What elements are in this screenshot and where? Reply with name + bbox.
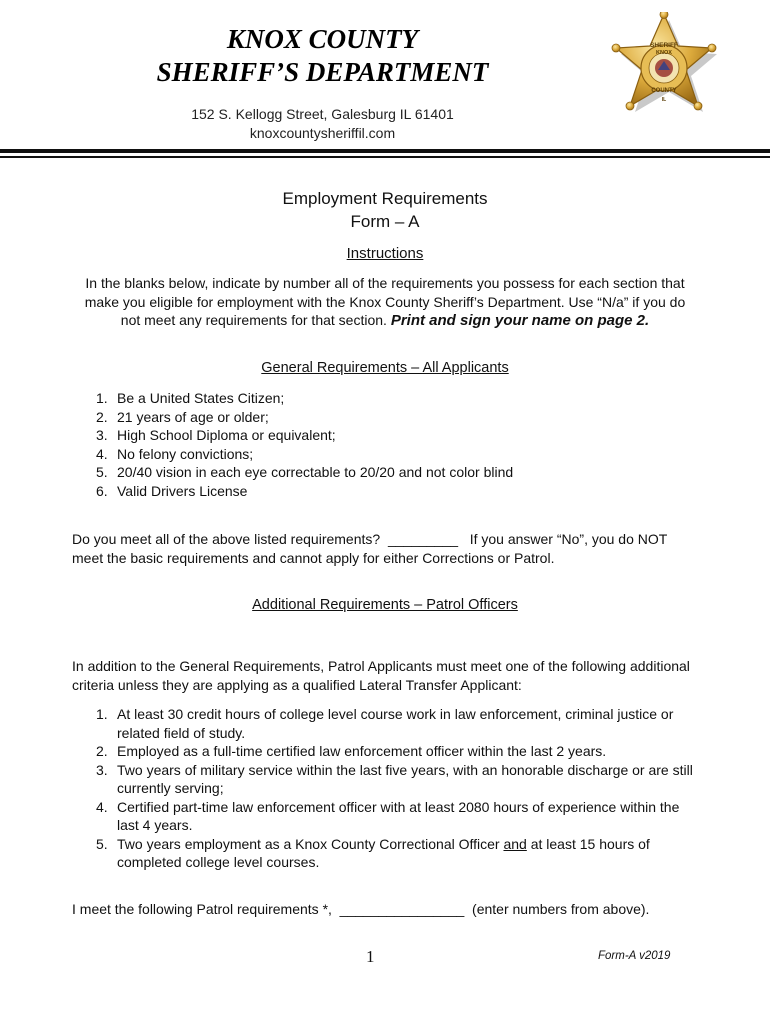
list-item: 3. High School Diploma or equivalent; — [96, 427, 336, 443]
badge-text-state: IL — [661, 97, 667, 103]
patrol-intro-line-1: In addition to the General Requirements, Patrol Applicants must meet one of the following additional — [72, 658, 690, 674]
list-item: 6. Valid Drivers License — [96, 482, 248, 499]
general-question-line-1[interactable]: Do you meet all of the above listed requirements? _________ If you answer “No”, you do NOT — [72, 531, 668, 547]
form-version: Form-A v2019 — [598, 950, 671, 962]
form-title: Employment Requirements — [282, 189, 488, 208]
list-item: 5. 20/40 vision in each eye correctable to 20/20 and not color blind — [96, 464, 514, 480]
instructions-line-3 — [0, 312, 770, 329]
department-name-line2: SHERIFF’S DEPARTMENT — [156, 57, 489, 87]
list-item: 3. Two years of military service within the last five years, with an honorable discharge or are still currently serving; — [96, 761, 693, 796]
list-item: 4. No felony convictions; — [96, 445, 254, 462]
instructions-line-1: In the blanks below, indicate by number all of the requirements you possess for each section that — [85, 275, 685, 291]
form-subtitle: Form – A — [350, 212, 420, 231]
page-number: 1 — [366, 947, 375, 966]
instructions-line-2: make you eligible for employment with the Knox County Sheriff’s Department. Use “N/a” if you do — [84, 294, 686, 310]
instructions-heading: Instructions — [346, 245, 424, 262]
badge-text-knox: KNOX — [656, 50, 672, 56]
general-requirements-heading: General Requirements – All Applicants — [261, 360, 509, 376]
instructions-line-3-text: not meet any requirements for that section. — [120, 312, 387, 328]
header-rule-thick — [0, 149, 770, 153]
general-requirements-list — [96, 389, 513, 500]
list-item: 4. Certified part-time law enforcement officer with at least 2080 hours of experience within the last 4 years. — [96, 798, 680, 833]
patrol-requirements-heading: Additional Requirements – Patrol Officers — [252, 597, 518, 613]
list-item: 5. Two years employment as a Knox County Correctional Officer and at least 15 hours of completed college level courses. — [96, 835, 650, 870]
underlined-and: and — [503, 835, 527, 852]
list-item: 2. Employed as a full-time certified law enforcement officer within the last 2 years. — [96, 743, 607, 759]
badge-text-sheriff: SHERIFF — [650, 42, 678, 49]
list-item: 1. Be a United States Citizen; — [96, 390, 285, 406]
badge-text-county: COUNTY — [651, 88, 677, 94]
sheriff-star-badge — [606, 12, 722, 136]
department-address: 152 S. Kellogg Street, Galesburg IL 61401 — [191, 106, 454, 122]
list-item: 1. At least 30 credit hours of college level course work in law enforcement, criminal justice or related field of study. — [96, 706, 674, 741]
general-question-line-2: meet the basic requirements and cannot apply for either Corrections or Patrol. — [72, 550, 555, 566]
patrol-intro-line-2: criteria unless they are applying as a qualified Lateral Transfer Applicant: — [72, 677, 522, 693]
department-website: knoxcountysheriffil.com — [249, 125, 396, 141]
header-rule-thin — [0, 156, 770, 158]
patrol-answer-line[interactable]: I meet the following Patrol requirements *, ________________ (enter numbers from above). — [72, 901, 650, 917]
list-item: 2. 21 years of age or older; — [96, 408, 269, 425]
instructions-emphasis: Print and sign your name on page 2. — [390, 312, 650, 329]
patrol-requirements-list — [96, 705, 693, 872]
department-name-line1: KNOX COUNTY — [226, 24, 419, 54]
